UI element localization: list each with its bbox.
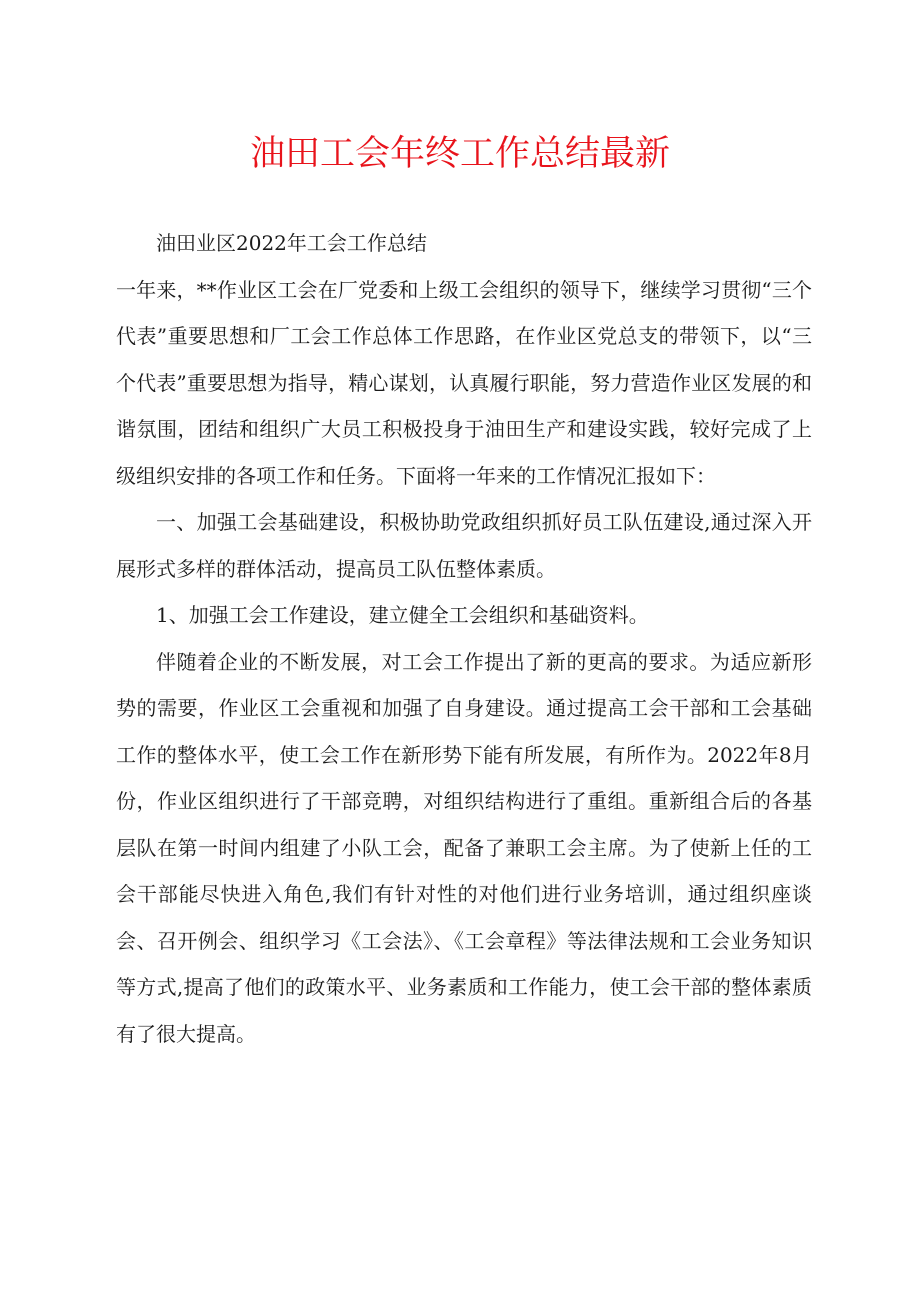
paragraph-subsection-1-body: 伴随着企业的不断发展，对工会工作提出了新的更高的要求。为适应新形势的需要，作业区工会重视和加强了自身建设。通过提高工会干部和工会基础工作的整体水平，使工会工作在新形势下能有所发展，有所作为。2022年8月份，作业区组织进行了干部竞聘，对组织结构进行了重组。重新组合后的各基层队在第一时间内组建了小队工会，配备了兼职工会主席。为了使新上任的工会干部能尽快进入角色,我们有针对性的对他们进行业务培训，通过组织座谈会、召开例会、组织学习《工会法》、《工会章程》等法律法规和工会业务知识等方式,提高了他们的政策水平、业务素质和工作能力，使工会干部的整体素质有了很大提高。	[116, 649, 812, 1046]
document-title: 油田工会年终工作总结最新	[249, 134, 670, 174]
paragraph-subsection-1-heading: 1、加强工会工作建设，建立健全工会组织和基础资料。	[156, 603, 649, 627]
paragraph-section-1-heading: 一、加强工会基础建设，积极协助党政组织抓好员工队伍建设,通过深入开展形式多样的群体活动，提高员工队伍整体素质。	[116, 510, 812, 581]
paragraph-intro: 一年来，**作业区工会在厂党委和上级工会组织的领导下，继续学习贯彻“三个代表”重要思想和厂工会工作总体工作思路，在作业区党总支的带领下，以“三个代表”重要思想为指导，精心谋划，认真履行职能，努力营造作业区发展的和谐氛围，团结和组织广大员工积极投身于油田生产和建设实践，较好完成了上级组织安排的各项工作和任务。下面将一年来的工作情况汇报如下：	[116, 277, 812, 488]
document-body	[116, 220, 812, 1057]
document-subtitle: 油田业区2022年工会工作总结	[156, 231, 427, 255]
